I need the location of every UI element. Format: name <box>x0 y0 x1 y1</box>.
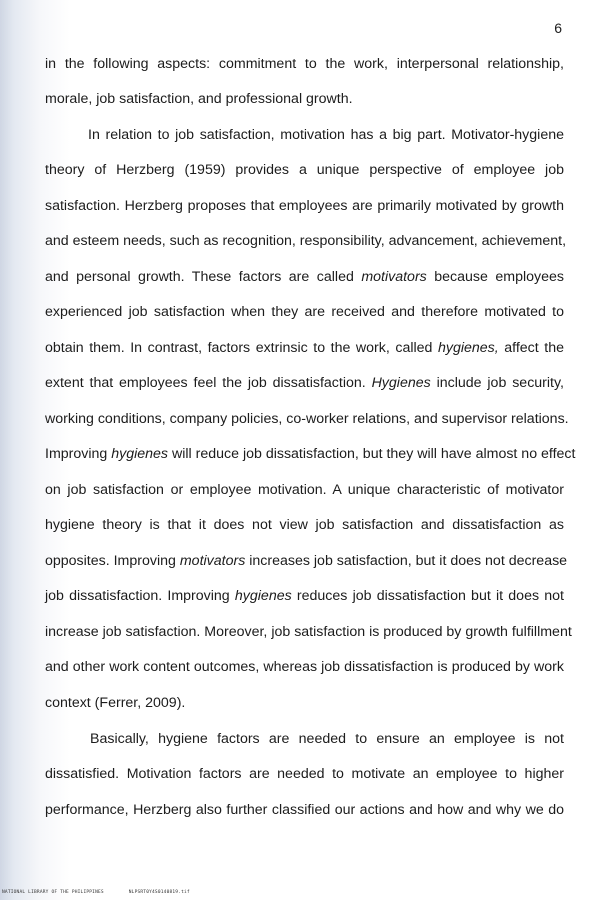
italic-term: motivators <box>361 269 427 285</box>
text-line <box>45 339 564 357</box>
text-segment: increase job satisfaction. Moreover, job satisfaction is produced by growth fulfillment <box>45 624 572 640</box>
text-line <box>45 303 564 321</box>
text-line <box>45 374 564 392</box>
text-line <box>45 268 564 286</box>
text-segment: on job satisfaction or employee motivation. A unique characteristic of motivator <box>45 482 564 498</box>
text-segment: theory of Herzberg (1959) provides a unique perspective of employee job <box>45 162 564 178</box>
text-segment: Improving <box>45 446 112 462</box>
text-line <box>88 126 564 144</box>
text-segment: because employees <box>426 269 564 285</box>
text-segment: experienced job satisfaction when they are received and therefore motivated to <box>45 304 564 320</box>
italic-term: Hygienes <box>371 375 431 391</box>
text-segment: and other work content outcomes, whereas job dissatisfaction is produced by work <box>45 659 564 675</box>
text-segment: and esteem needs, such as recognition, responsibility, advancement, achievement, <box>45 233 567 249</box>
text-segment: obtain them. In contrast, factors extrinsic to the work, called <box>45 340 438 356</box>
text-line <box>45 410 569 428</box>
text-line <box>45 90 353 108</box>
scan-footer <box>2 890 212 895</box>
text-segment: morale, job satisfaction, and professional growth. <box>45 91 353 107</box>
text-line <box>45 801 564 819</box>
text-line <box>45 481 564 499</box>
text-segment: job dissatisfaction. Improving <box>45 588 235 604</box>
text-segment: extent that employees feel the job dissatisfaction. <box>45 375 372 391</box>
text-segment: hygiene theory is that it does not view job satisfaction and dissatisfaction as <box>45 517 564 533</box>
text-line <box>45 161 564 179</box>
text-line <box>45 197 564 215</box>
text-line <box>45 516 564 534</box>
text-segment: dissatisfied. Motivation factors are needed to motivate an employee to higher <box>45 766 564 782</box>
text-segment: will reduce job dissatisfaction, but they will have almost no effect <box>168 446 576 462</box>
text-segment: performance, Herzberg also further classified our actions and how and why we do <box>45 802 564 818</box>
text-line <box>45 587 564 605</box>
text-line <box>45 694 185 712</box>
text-segment: include job security, <box>430 375 564 391</box>
text-line <box>45 55 564 73</box>
footer-file-id: NLPSRT0Y4S0140819.tif <box>128 890 190 895</box>
text-segment: satisfaction. Herzberg proposes that employees are primarily motivated by growth <box>45 198 564 214</box>
italic-term: hygienes <box>234 588 292 604</box>
text-line <box>45 552 568 570</box>
text-line <box>45 232 567 250</box>
text-line <box>45 658 564 676</box>
text-line <box>45 623 572 641</box>
text-segment: increases job satisfaction, but it does not decrease <box>245 553 568 569</box>
italic-term: hygienes, <box>437 340 499 356</box>
text-line <box>90 730 564 748</box>
text-segment: affect the <box>498 340 564 356</box>
text-line <box>45 765 564 783</box>
text-segment: context (Ferrer, 2009). <box>45 695 186 711</box>
text-segment: in the following aspects: commitment to the work, interpersonal relationship, <box>45 56 564 72</box>
page-number: 6 <box>554 20 562 36</box>
italic-term: hygienes <box>111 446 169 462</box>
text-segment: and personal growth. These factors are called <box>45 269 362 285</box>
text-segment: working conditions, company policies, co-worker relations, and supervisor relations. <box>45 411 569 427</box>
text-segment: Basically, hygiene factors are needed to ensure an employee is not <box>90 731 564 747</box>
text-segment: In relation to job satisfaction, motivation has a big part. Motivator-hygiene <box>88 127 564 143</box>
text-segment: opposites. Improving <box>45 553 180 569</box>
footer-library-label: NATIONAL LIBRARY OF THE PHILIPPINES <box>2 890 104 895</box>
text-line <box>45 445 576 463</box>
text-segment: reduces job dissatisfaction but it does not <box>291 588 564 604</box>
italic-term: motivators <box>179 553 246 569</box>
